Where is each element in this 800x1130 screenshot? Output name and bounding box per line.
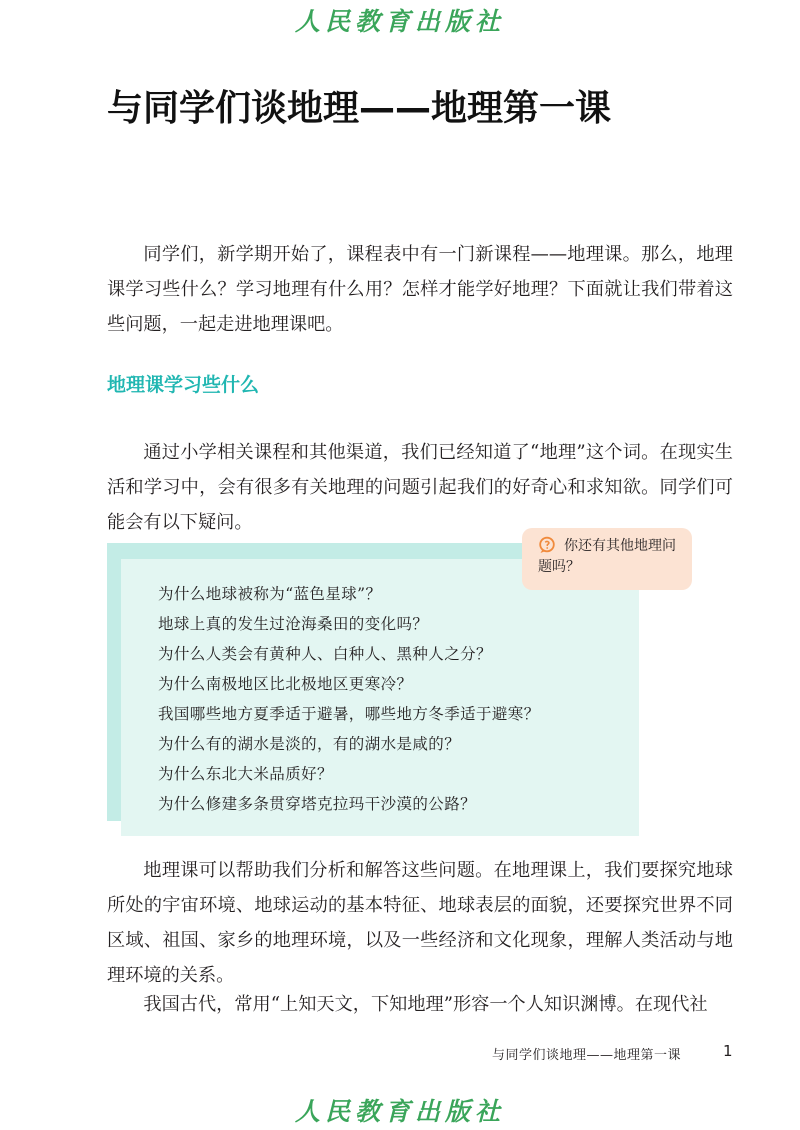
- question-item: 为什么东北大米品质好？: [158, 765, 333, 783]
- question-item: 为什么修建多条贯穿塔克拉玛干沙漠的公路？: [158, 795, 477, 813]
- intro-paragraph: 同学们，新学期开始了，课程表中有一门新课程——地理课。那么，地理课学习些什么？学习地理有什么用？怎样才能学好地理？下面就让我们带着这些问题，一起走进地理课吧。: [107, 244, 733, 335]
- question-item: 我国哪些地方夏季适于避暑，哪些地方冬季适于避寒？: [158, 705, 540, 723]
- section-heading: 地理课学习些什么: [107, 374, 260, 396]
- paragraph-questions-intro: 通过小学相关课程和其他渠道，我们已经知道了“地理”这个词。在现实生活和学习中，会有很多有关地理的问题引起我们的好奇心和求知欲。同学们可能会有以下疑问。: [107, 442, 733, 533]
- question-item: 地球上真的发生过沧海桑田的变化吗？: [158, 615, 429, 633]
- question-list: [158, 579, 540, 819]
- question-item: 为什么人类会有黄种人、白种人、黑种人之分？: [158, 645, 492, 663]
- paragraph-geography-helps: 地理课可以帮助我们分析和解答这些问题。在地理课上，我们要探究地球所处的宇宙环境、地球运动的基本特征、地球表层的面貌，还要探究世界不同区域、祖国、家乡的地理环境，以及一些经济和文化现象，理解人类活动与地理环境的关系。: [107, 860, 733, 986]
- callout-bubble: [522, 528, 692, 590]
- callout-text: 你还有其他地理问题吗？: [538, 538, 676, 575]
- publisher-logo-top: 人民教育出版社: [294, 7, 505, 36]
- page-number: 1: [723, 1042, 733, 1060]
- question-box-panel: [121, 559, 639, 836]
- paragraph-ancient-china: 我国古代，常用“上知天文，下知地理”形容一个人知识渊博。在现代社: [143, 994, 708, 1015]
- publisher-logo-bottom: 人民教育出版社: [294, 1097, 505, 1126]
- running-footer-title: 与同学们谈地理——地理第一课: [492, 1048, 682, 1063]
- question-item: 为什么南极地区比北极地区更寒冷？: [158, 675, 413, 693]
- question-item: 为什么有的湖水是淡的，有的湖水是咸的？: [158, 735, 461, 753]
- question-item: 为什么地球被称为“蓝色星球”？: [158, 585, 382, 603]
- lesson-title: 与同学们谈地理——地理第一课: [107, 88, 612, 129]
